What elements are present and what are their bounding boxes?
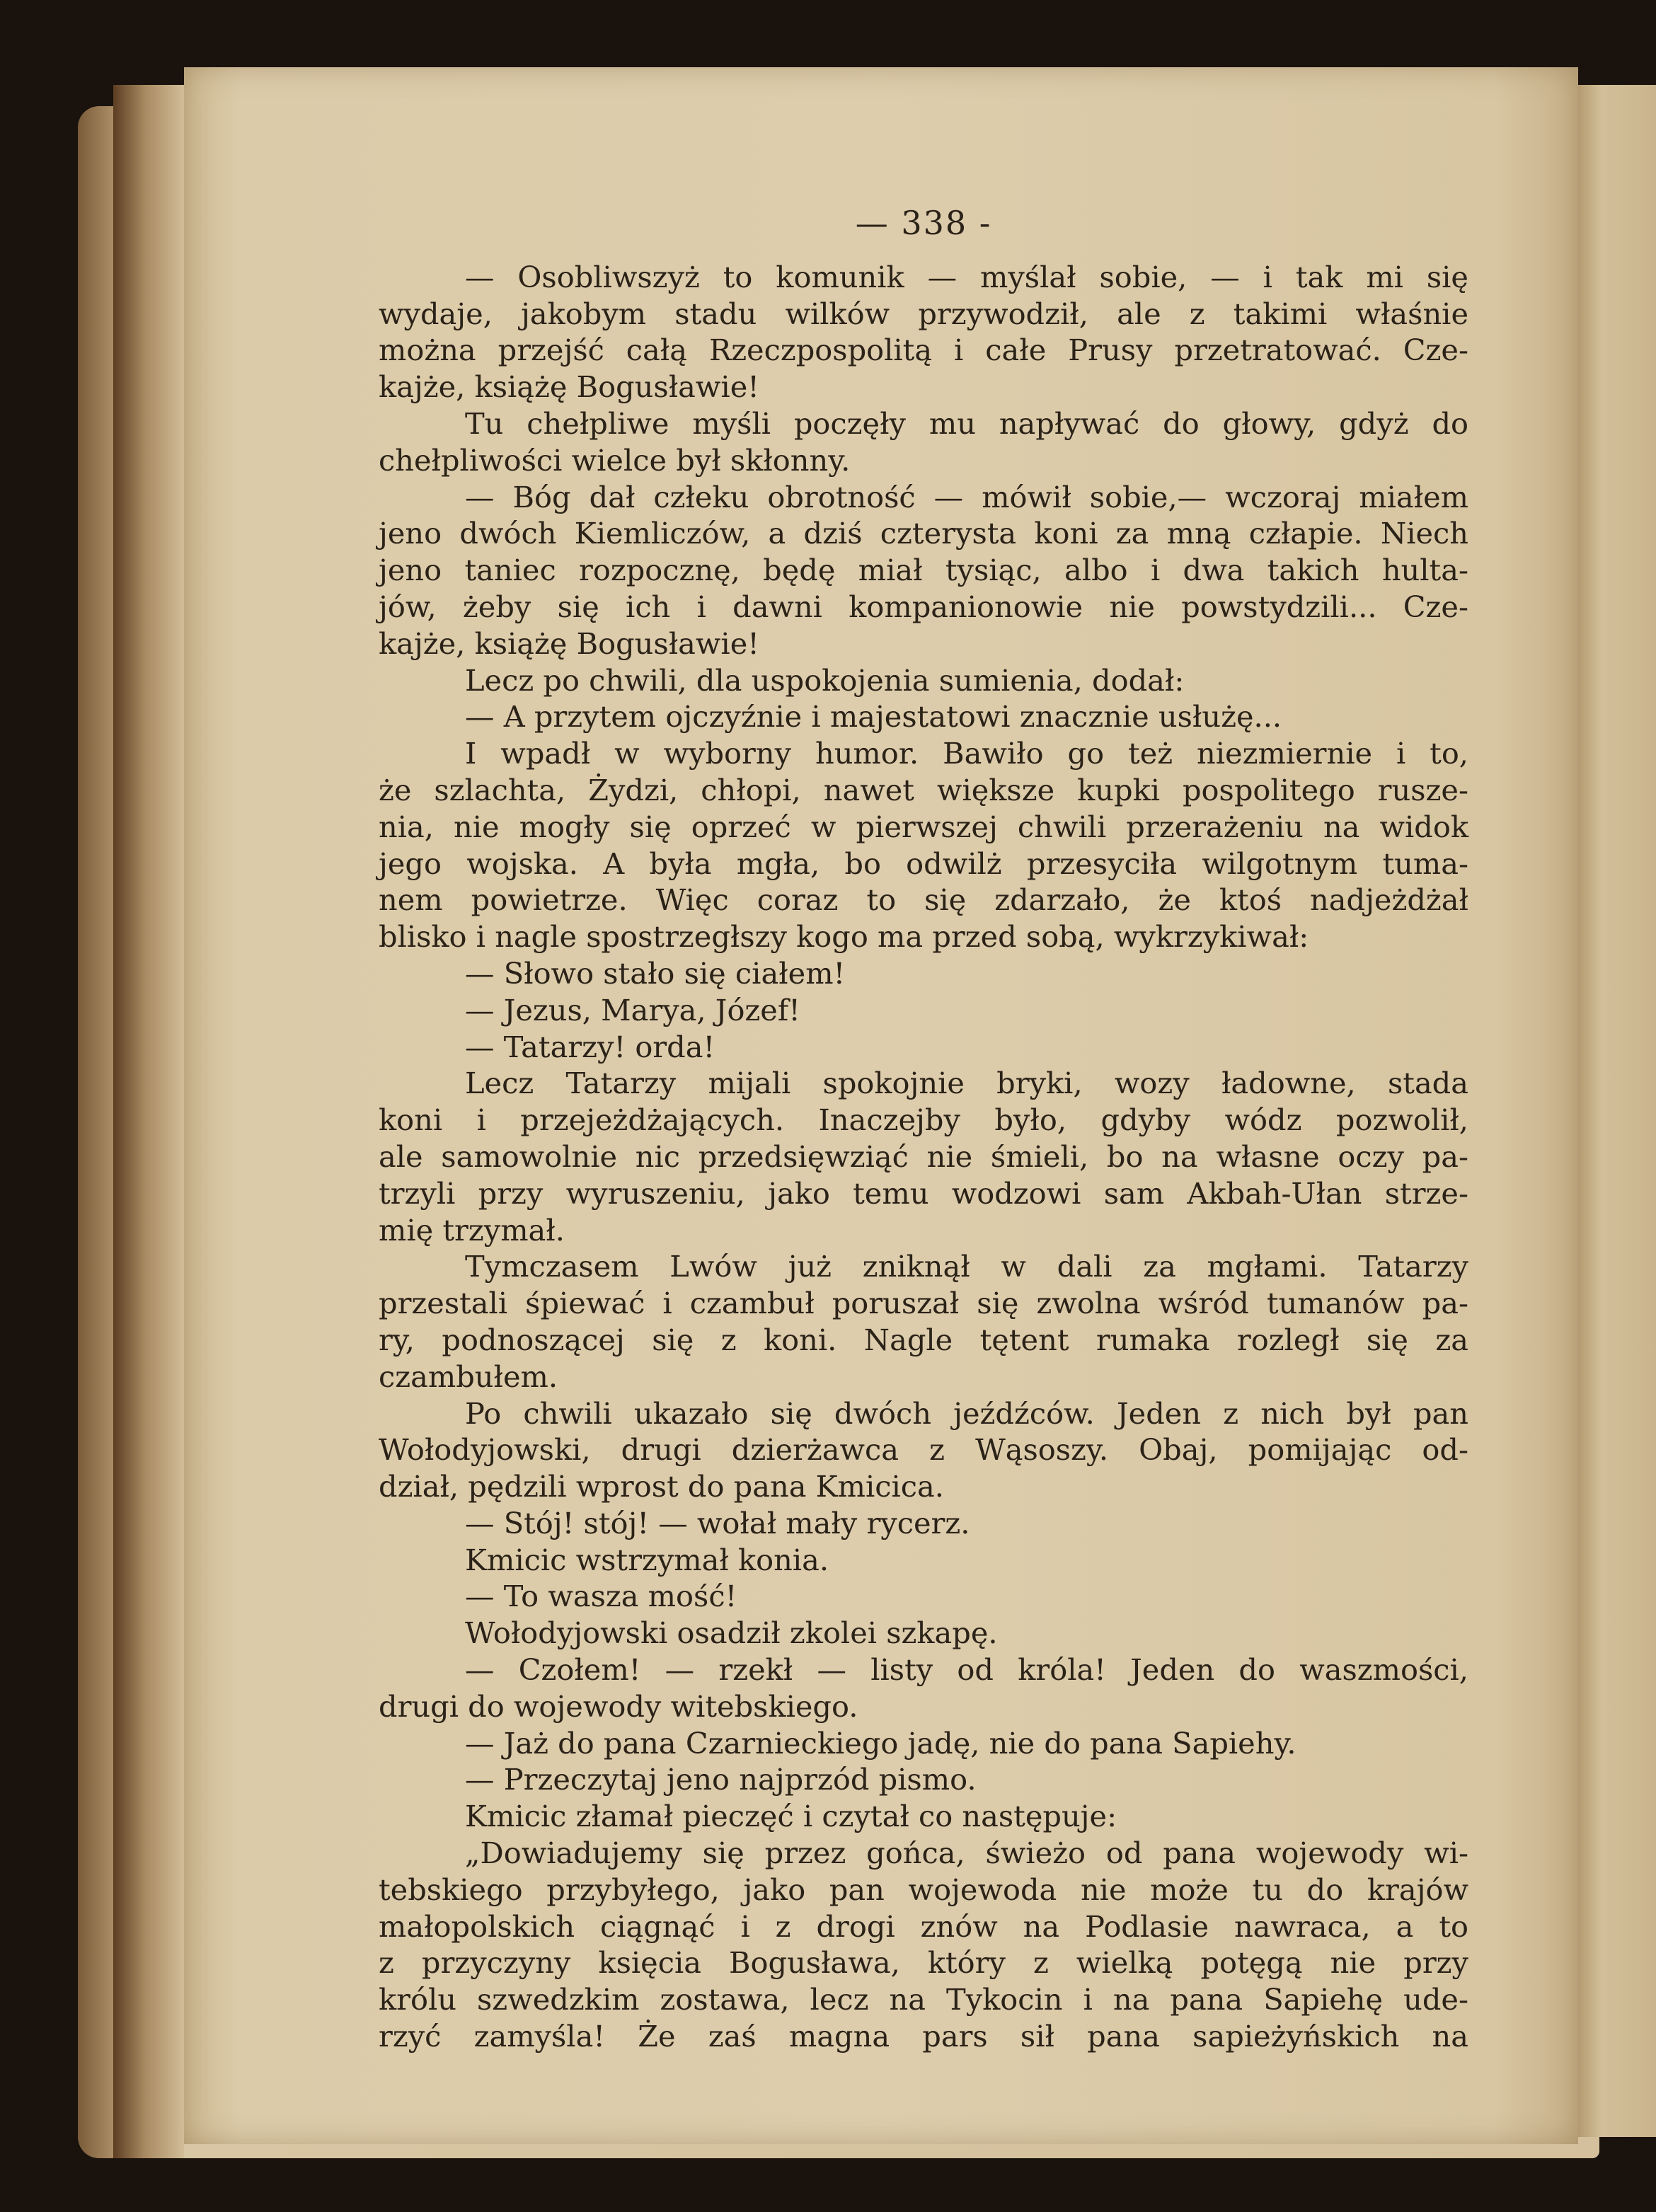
text-line: — A przytem ojczyźnie i majestatowi znacznie usłużę... xyxy=(465,699,1282,735)
text-line: małopolskich ciągnąć i z drogi znów na Podlasie nawraca, a to xyxy=(379,1908,1468,1944)
text-line: tebskiego przybyłego, jako pan wojewoda nie może tu do krajów xyxy=(379,1872,1468,1907)
text-line: — Jaż do pana Czarnieckiego jadę, nie do pana Sapiehy. xyxy=(465,1725,1296,1761)
text-line: drugi do wojewody witebskiego. xyxy=(379,1688,858,1724)
text-line: trzyli przy wyruszeniu, jako temu wodzowi sam Akbah-Ułan strze- xyxy=(379,1175,1468,1211)
text-line: — Przeczytaj jeno najprzód pismo. xyxy=(465,1762,977,1797)
text-line: Po chwili ukazało się dwóch jeźdźców. Jeden z nich był pan xyxy=(465,1395,1468,1431)
page-text xyxy=(379,205,1468,2055)
text-line: — Słowo stało się ciałem! xyxy=(465,955,846,991)
text-line: dział, pędzili wprost do pana Kmicica. xyxy=(379,1469,944,1504)
text-line: „Dowiadujemy się przez gońca, świeżo od pana wojewody wi- xyxy=(465,1836,1468,1871)
text-line: można przejść całą Rzeczpospolitą i całe Prusy przetratować. Cze- xyxy=(379,333,1468,368)
text-line: Kmicic wstrzymał konia. xyxy=(465,1542,829,1577)
page-number: — 338 - xyxy=(855,204,992,242)
text-line: ale samowolnie nic przedsięwziąć nie śmieli, bo na własne oczy pa- xyxy=(379,1139,1468,1174)
book-spine xyxy=(113,85,184,2158)
text-line: I wpadł w wyborny humor. Bawiło go też niezmiernie i to, xyxy=(465,736,1468,771)
text-line: kajże, książę Bogusławie! xyxy=(379,626,759,661)
text-line: przestali śpiewać i czambuł poruszał się zwolna wśród tumanów pa- xyxy=(379,1286,1468,1321)
text-line: — Tatarzy! orda! xyxy=(465,1029,715,1064)
text-line: nem powietrze. Więc coraz to się zdarzało, że ktoś nadjeżdżał xyxy=(379,882,1468,918)
text-line: królu szwedzkim zostawa, lecz na Tykocin i na pana Sapiehę ude- xyxy=(379,1982,1468,2017)
text-line: że szlachta, Żydzi, chłopi, nawet większe kupki pospolitego rusze- xyxy=(379,772,1468,807)
text-line: nia, nie mogły się oprzeć w pierwszej chwili przerażeniu na widok xyxy=(379,809,1468,844)
text-line: jeno taniec rozpocznę, będę miał tysiąc, albo i dwa takich hulta- xyxy=(379,553,1468,588)
text-line: Lecz Tatarzy mijali spokojnie bryki, wozy ładowne, stada xyxy=(465,1066,1468,1101)
text-lines xyxy=(379,259,1468,2055)
text-line: mię trzymał. xyxy=(379,1212,565,1248)
text-line: wydaje, jakobym stadu wilków przywodził, ale z takimi właśnie xyxy=(379,296,1468,331)
text-line: — Jezus, Marya, Józef! xyxy=(465,992,800,1027)
text-line: jego wojska. A była mgła, bo odwilż przesyciła wilgotnym tuma- xyxy=(379,846,1468,881)
text-line: — Stój! stój! — wołał mały rycerz. xyxy=(465,1505,970,1540)
text-line: Tu chełpliwe myśli poczęły mu napływać do głowy, gdyż do xyxy=(465,405,1468,441)
text-line: Lecz po chwili, dla uspokojenia sumienia, dodał: xyxy=(465,662,1185,698)
text-line: Wołodyjowski, drugi dzierżawca z Wąsoszy. Obaj, pomijając od- xyxy=(379,1432,1468,1468)
text-line: — Czołem! — rzekł — listy od króla! Jeden do waszmości, xyxy=(465,1652,1468,1688)
text-line: kajże, książę Bogusławie! xyxy=(379,369,759,405)
text-line: jeno dwóch Kiemliczów, a dziś czterysta koni za mną człapie. Niech xyxy=(379,516,1468,551)
text-line: z przyczyny księcia Bogusława, który z wielką potęgą nie przy xyxy=(379,1945,1468,1981)
text-line: ry, podnoszącej się z koni. Nagle tętent rumaka rozległ się za xyxy=(379,1322,1468,1357)
text-line: — To wasza mość! xyxy=(465,1579,737,1614)
text-line: blisko i nagle spostrzegłszy kogo ma przed sobą, wykrzykiwał: xyxy=(379,919,1309,955)
text-line: chełpliwości wielce był skłonny. xyxy=(379,442,851,478)
text-line: jów, żeby się ich i dawni kompanionowie nie powstydzili... Cze- xyxy=(379,589,1468,624)
next-page-edge xyxy=(1578,85,1656,2137)
text-line: — Osobliwszyż to komunik — myślał sobie, — i tak mi się xyxy=(465,259,1468,294)
text-line: Wołodyjowski osadził zkolei szkapę. xyxy=(465,1615,998,1651)
text-line: Tymczasem Lwów już zniknął w dali za mgłami. Tatarzy xyxy=(465,1249,1468,1284)
text-line: rzyć zamyśla! Że zaś magna pars sił pana sapieżyńskich na xyxy=(379,2019,1468,2054)
text-line: czambułem. xyxy=(379,1359,558,1394)
text-line: koni i przejeżdżających. Inaczejby było, gdyby wódz pozwolił, xyxy=(379,1102,1468,1138)
text-line: — Bóg dał człeku obrotność — mówił sobie,— wczoraj miałem xyxy=(465,479,1468,514)
text-line: Kmicic złamał pieczęć i czytał co następuje: xyxy=(465,1799,1117,1834)
